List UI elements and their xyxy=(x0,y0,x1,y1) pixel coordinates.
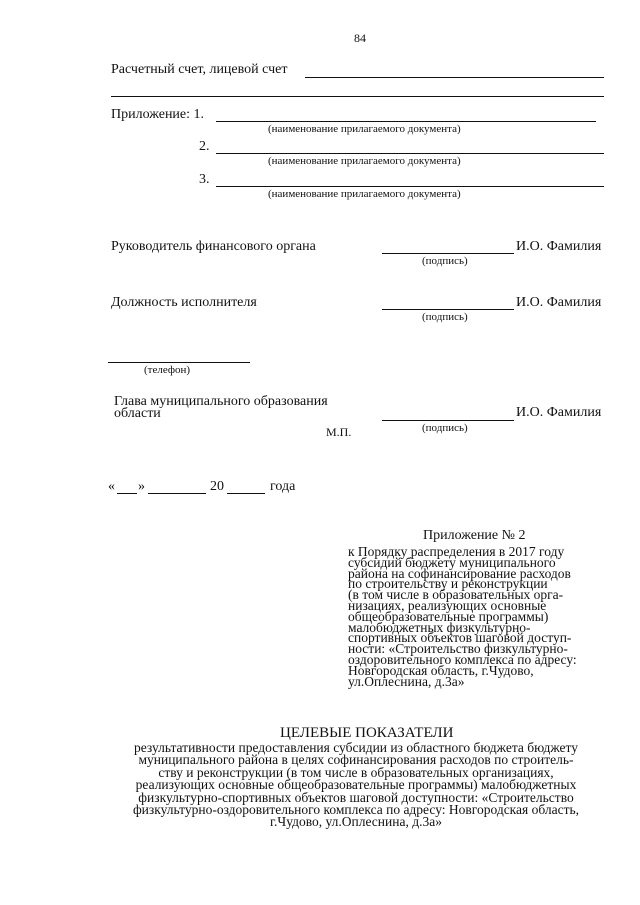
targets-heading: ЦЕЛЕВЫЕ ПОКАЗАТЕЛИ xyxy=(280,725,454,741)
appendix-line: оздоровительного комплекса по адресу: xyxy=(348,651,577,667)
appendix-line: спортивных объектов шаговой доступ- xyxy=(348,630,572,646)
head-title: Руководитель финансового органа xyxy=(111,239,316,254)
date-close-quote: » xyxy=(138,479,145,494)
executor-title: Должность исполнителя xyxy=(111,295,257,310)
municipal-signature-line xyxy=(382,420,514,421)
attachment-2-line xyxy=(216,153,604,154)
date-year-word: года xyxy=(270,479,296,494)
head-name: И.О. Фамилия xyxy=(516,239,602,254)
municipal-title-line1: Глава муниципального образования xyxy=(114,394,328,409)
date-year-line xyxy=(227,493,265,494)
appendix-line: по строительству и реконструкции xyxy=(348,576,548,592)
executor-signature-line xyxy=(382,309,514,310)
appendix-line: общеобразовательные программы) xyxy=(348,608,549,624)
account-field-line xyxy=(305,77,604,78)
appendix-line: к Порядку распределения в 2017 году xyxy=(348,544,565,559)
targets-text xyxy=(100,742,612,829)
municipal-name: И.О. Фамилия xyxy=(516,405,602,420)
targets-line: муниципального района в целях софинансирования расходов по строитель- xyxy=(138,752,574,768)
account-label: Расчетный счет, лицевой счет xyxy=(111,62,288,77)
attachment-1-line xyxy=(216,121,596,122)
head-signature-line xyxy=(382,253,514,254)
attachment-2-number: 2. xyxy=(199,139,210,154)
municipal-signature-caption: (подпись) xyxy=(422,422,468,434)
executor-signature-caption: (подпись) xyxy=(422,311,468,323)
attachment-3-caption: (наименование прилагаемого документа) xyxy=(268,188,461,200)
date-century: 20 xyxy=(210,479,224,494)
attachments-label: Приложение: 1. xyxy=(111,107,205,122)
appendix-line: ул.Оплеснина, д.3а» xyxy=(348,673,465,689)
account-field-line-2 xyxy=(111,96,604,97)
targets-line: результативности предоставления субсидии из областного бюджета бюджету xyxy=(133,740,578,755)
date-month-line xyxy=(148,493,206,494)
appendix-line: низациях, реализующих основные xyxy=(348,597,547,613)
phone-caption: (телефон) xyxy=(144,364,191,376)
appendix-line: малобюджетных физкультурно- xyxy=(348,619,531,635)
targets-line: г.Чудово, ул.Оплеснина, д.3а» xyxy=(270,814,442,830)
attachment-3-number: 3. xyxy=(199,172,210,187)
attachment-3-line xyxy=(216,186,604,187)
date-open-quote: « xyxy=(108,479,115,494)
appendix-line: (в том числе в образовательных орга- xyxy=(348,587,564,603)
executor-name: И.О. Фамилия xyxy=(516,295,602,310)
targets-line: физкультурно-спортивных объектов шаговой доступности: «Строительство xyxy=(138,789,574,805)
head-signature-caption: (подпись) xyxy=(422,255,468,267)
municipal-title-line2: области xyxy=(114,406,161,421)
appendix-text xyxy=(348,544,610,689)
appendix-line: ности: «Строительство физкультурно- xyxy=(348,641,568,657)
targets-line: реализующих основные общеобразовательные программы) малобюджетных xyxy=(135,777,577,793)
appendix-line: района на софинансирование расходов xyxy=(348,565,571,581)
attachment-2-caption: (наименование прилагаемого документа) xyxy=(268,155,461,167)
appendix-title: Приложение № 2 xyxy=(423,528,526,543)
appendix-line: субсидий бюджету муниципального xyxy=(348,554,556,570)
stamp-place: М.П. xyxy=(326,425,352,439)
page-number: 84 xyxy=(354,31,366,45)
attachment-1-caption: (наименование прилагаемого документа) xyxy=(268,123,461,135)
appendix-line: Новгородская область, г.Чудово, xyxy=(348,662,534,678)
date-day-line xyxy=(117,493,137,494)
phone-line xyxy=(108,362,250,363)
targets-line: ству и реконструкции (в том числе в образовательных организациях, xyxy=(158,764,554,780)
targets-line: физкультурно-оздоровительного комплекса по адресу: Новгородская область, xyxy=(132,802,580,818)
